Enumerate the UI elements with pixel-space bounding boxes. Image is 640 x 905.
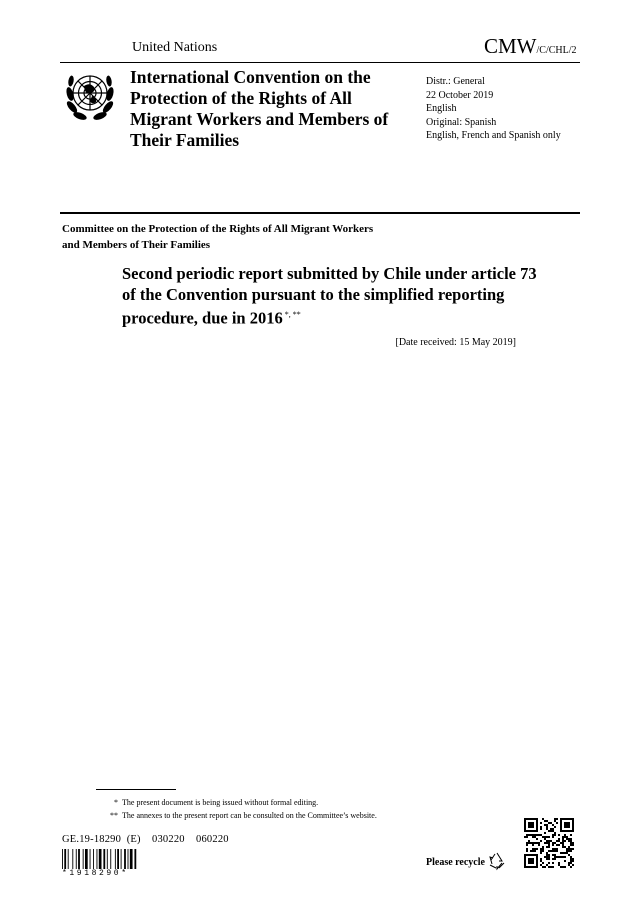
report-title — [122, 264, 542, 329]
footnote-2-text: The annexes to the present report can be consulted on the Committee’s website. — [122, 811, 377, 820]
ge-number: GE.19-18290 (E) 030220 060220 — [62, 834, 229, 845]
header-rule — [60, 62, 580, 63]
un-emblem-icon — [62, 68, 118, 124]
committee-name: Committee on the Protection of the Rights of All Migrant Workers and Members of Their Families — [62, 223, 374, 251]
footnote-marks: *, ** — [284, 310, 301, 319]
date-received: [Date received: 15 May 2019] — [395, 337, 516, 348]
date-line: 22 October 2019 — [426, 89, 494, 101]
document-symbol — [484, 34, 577, 59]
un-name: United Nations — [132, 40, 218, 55]
footnote-2 — [96, 811, 377, 820]
barcode-text: *1918290* — [62, 869, 129, 878]
footnote-2-mark: ** — [110, 811, 118, 820]
symbol-main: CMW — [484, 34, 537, 58]
original-line: Original: Spanish — [426, 116, 497, 128]
symbol-sub: /C/CHL/2 — [536, 45, 577, 56]
report-title-text: Second periodic report submitted by Chile under article 73 of the Convention pursuant to the simplified reporting procedure, due in 2016 — [122, 264, 537, 328]
qr-code-icon — [524, 818, 574, 868]
footnote-1 — [96, 798, 318, 807]
footnote-1-text: The present document is being issued without formal editing. — [122, 798, 319, 807]
recycle-label: Please recycle — [426, 857, 485, 868]
footnote-1-mark: * — [114, 798, 118, 807]
recycle-icon — [487, 851, 507, 871]
footnote-rule — [96, 789, 176, 790]
language-line: English — [426, 103, 457, 114]
languages-line: English, French and Spanish only — [426, 130, 561, 141]
distribution-block — [426, 75, 561, 143]
convention-title: International Convention on the Protection of the Rights of All Migrant Workers and Members of Their Families — [130, 67, 389, 150]
distr-line: Distr.: General — [426, 76, 485, 87]
committee-rule — [60, 212, 580, 214]
barcode-icon — [62, 849, 162, 869]
